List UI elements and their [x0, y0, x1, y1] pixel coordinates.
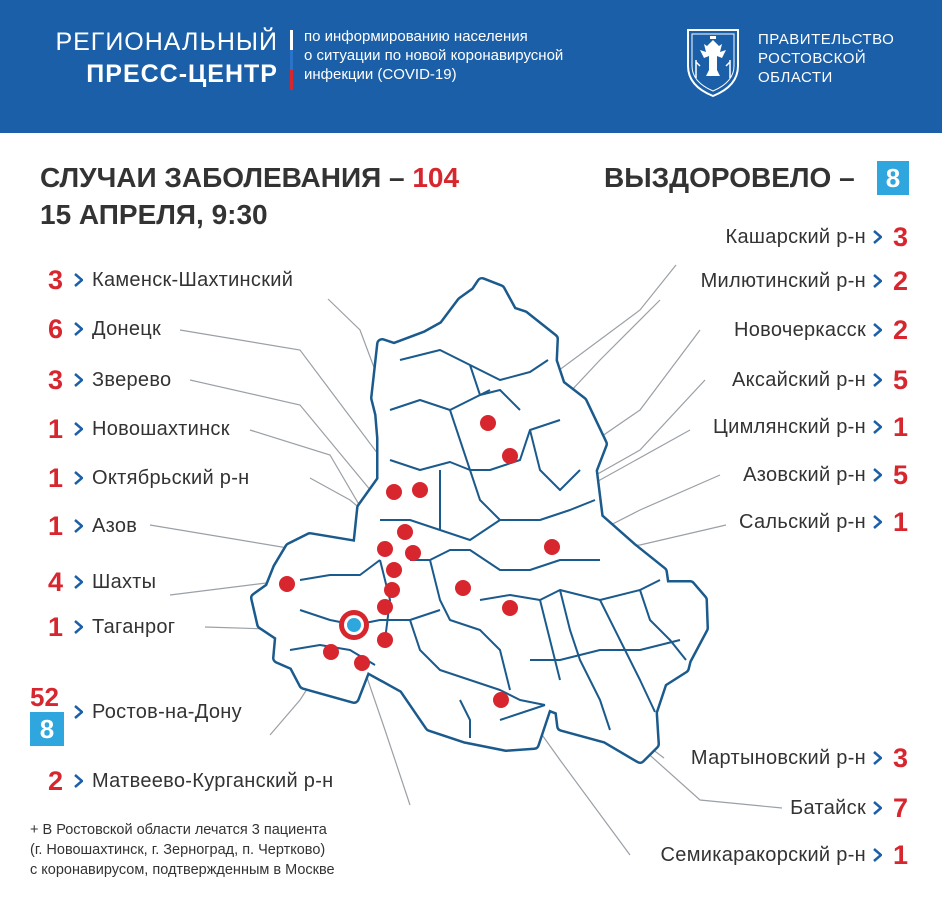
case-count: 3: [48, 364, 64, 395]
header-info-line: по информированию населения: [304, 28, 528, 45]
case-count: 4: [48, 566, 64, 597]
list-item: [734, 315, 908, 345]
list-item: [739, 507, 908, 537]
case-count: 3: [892, 221, 908, 252]
case-count: 3: [48, 264, 64, 295]
list-item: [726, 222, 908, 252]
case-count: 2: [48, 765, 64, 796]
arrow-right-icon: [74, 273, 83, 287]
arrow-right-icon: [74, 705, 83, 719]
district-name: Ростов-на-Дону: [92, 700, 242, 723]
header-info-line: о ситуации по новой коронавирусной: [304, 47, 564, 64]
case-count: 5: [892, 364, 908, 395]
case-count: 7: [892, 792, 908, 823]
list-item: [701, 266, 908, 296]
list-item: [48, 612, 175, 642]
district-name: Зверево: [92, 368, 172, 391]
district-name: Мартыновский р-н: [690, 746, 866, 769]
case-count: 5: [892, 459, 908, 490]
list-item: [691, 743, 908, 773]
list-item: [661, 840, 908, 870]
arrow-right-icon: [74, 373, 83, 387]
district-name: Шахты: [92, 570, 157, 593]
rostov-recovered-count: 8: [30, 712, 64, 746]
arrow-right-icon: [873, 848, 882, 862]
arrow-right-icon: [873, 801, 882, 815]
district-name: Сальский р-н: [739, 510, 866, 533]
list-item: [743, 460, 908, 490]
case-count: 1: [892, 411, 908, 442]
arrow-right-icon: [74, 575, 83, 589]
list-item: [48, 766, 334, 796]
arrow-right-icon: [74, 471, 83, 485]
district-name: Азовский р-н: [743, 463, 866, 486]
district-name: Аксайский р-н: [732, 368, 866, 391]
list-item: [48, 414, 230, 444]
arrow-right-icon: [74, 774, 83, 788]
region-outline: [256, 283, 703, 758]
list-item: [48, 314, 161, 344]
arrow-right-icon: [873, 323, 882, 337]
press-center-line2: ПРЕСС-ЦЕНТР: [86, 60, 278, 88]
case-count: 1: [48, 510, 64, 541]
list-item: [48, 567, 156, 597]
district-name: Донецк: [92, 317, 162, 340]
recovered-total: 8: [877, 161, 909, 195]
arrow-right-icon: [873, 515, 882, 529]
gov-line: ПРАВИТЕЛЬСТВО: [758, 31, 895, 48]
cases-total: 104: [412, 162, 460, 193]
arrow-right-icon: [873, 274, 882, 288]
press-center-line1: РЕГИОНАЛЬНЫЙ: [55, 28, 278, 56]
arrow-right-icon: [74, 322, 83, 336]
gov-line: ОБЛАСТИ: [758, 69, 833, 86]
case-count: 1: [48, 462, 64, 493]
case-count: 1: [892, 506, 908, 537]
arrow-right-icon: [873, 373, 882, 387]
district-name: Кашарский р-н: [725, 225, 866, 248]
list-item: [48, 265, 293, 295]
district-name: Каменск-Шахтинский: [92, 268, 294, 291]
arrow-right-icon: [873, 420, 882, 434]
district-name: Новочеркасск: [734, 318, 866, 341]
list-item: [732, 365, 908, 395]
rostov-case-count: 52: [30, 682, 59, 712]
list-item: [713, 412, 908, 442]
arrow-right-icon: [873, 751, 882, 765]
district-name: Милютинский р-н: [700, 269, 866, 292]
district-name: Октябрьский р-н: [92, 466, 250, 489]
cases-label: СЛУЧАИ ЗАБОЛЕВАНИЯ –: [40, 162, 405, 193]
case-count: 2: [892, 314, 908, 345]
district-name: Батайск: [790, 796, 866, 819]
recovered-label: ВЫЗДОРОВЕЛО –: [604, 162, 855, 193]
list-item: [48, 463, 250, 493]
rostov-marker: [339, 610, 369, 640]
footnote: [30, 820, 335, 880]
list-item: [790, 793, 908, 823]
district-name: Новошахтинск: [92, 417, 230, 440]
header-info-line: инфекции (COVID-19): [304, 66, 457, 83]
district-name: Цимлянский р-н: [713, 415, 866, 438]
list-item: [48, 511, 137, 541]
case-count: 6: [48, 313, 64, 344]
footnote-line: (г. Новошахтинск, г. Зерноград, п. Чертково): [30, 842, 326, 858]
arrow-right-icon: [74, 620, 83, 634]
arrow-right-icon: [74, 422, 83, 436]
arrow-right-icon: [873, 468, 882, 482]
footnote-line: + В Ростовской области лечатся 3 пациента: [30, 822, 327, 838]
gov-line: РОСТОВСКОЙ: [758, 50, 867, 67]
footnote-line: с коронавирусом, подтвержденным в Москве: [30, 862, 335, 878]
arrow-right-icon: [74, 519, 83, 533]
district-name: Матвеево-Курганский р-н: [92, 769, 334, 792]
case-count: 3: [892, 742, 908, 773]
district-name: Семикаракорский р-н: [660, 843, 866, 866]
case-count: 1: [48, 611, 64, 642]
case-count: 1: [48, 413, 64, 444]
list-item: [48, 365, 171, 395]
cases-headline: [40, 162, 459, 194]
district-name: Азов: [92, 514, 138, 537]
arrow-right-icon: [873, 230, 882, 244]
district-name: Таганрог: [92, 615, 176, 638]
report-date: 15 АПРЕЛЯ, 9:30: [40, 199, 268, 230]
case-count: 2: [892, 265, 908, 296]
case-count: 1: [892, 839, 908, 870]
list-item: [74, 697, 242, 727]
